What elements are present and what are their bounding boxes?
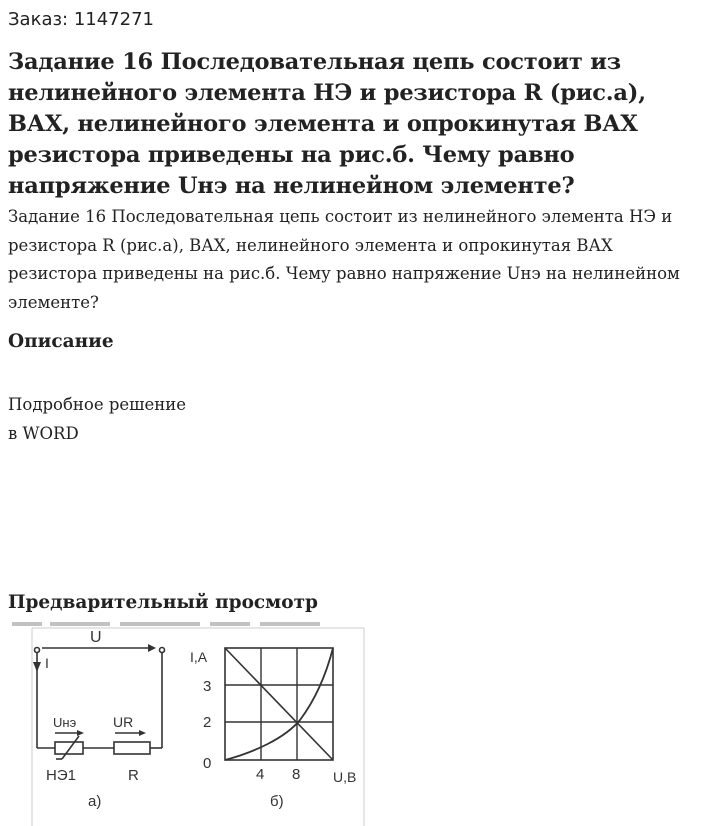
preview-image [0, 620, 380, 826]
circuit-ne-label: НЭ1 [46, 767, 76, 784]
graph-y-tick-2: 2 [203, 714, 212, 731]
vax-graph [225, 648, 333, 760]
graph-x-tick-8: 8 [292, 766, 301, 783]
circuit-ur-label: UR [113, 714, 134, 730]
graph-x-tick-4: 4 [256, 766, 265, 783]
graph-y-tick-3: 3 [203, 678, 212, 695]
description-line-2: в WORD [8, 424, 79, 443]
circuit-u-label: U [90, 629, 102, 646]
circuit-diagram [33, 644, 165, 759]
description-line-1: Подробное решение [8, 395, 187, 414]
page-title: Задание 16 Последовательная цепь состоит из нелинейного элемента НЭ и резистора R (рис.а), ВАХ, нелинейного элемента и опрокинутая ВАХ резистора приведены на рис.б. Чему равно напряжение Uнэ на нелинейном элементе? [8, 49, 646, 199]
preview-heading: Предварительный просмотр [8, 592, 318, 613]
graph-y-tick-0: 0 [203, 755, 212, 772]
graph-y-label: I,A [190, 649, 208, 665]
task-description: Задание 16 Последовательная цепь состоит из нелинейного элемента НЭ и резистора R (рис.а), ВАХ, нелинейного элемента и опрокинутая ВАХ резистора приведены на рис.б. Чему равно напряжение Uнэ на нелинейном элементе? [8, 207, 680, 312]
circuit-une-label: Uнэ [53, 715, 77, 730]
graph-x-label: U,B [333, 769, 357, 785]
circuit-i-label: I [45, 655, 49, 671]
circuit-r-label: R [128, 767, 139, 784]
description-heading: Описание [8, 331, 114, 352]
order-number: Заказ: 1147271 [8, 9, 154, 30]
graph-caption: б) [270, 793, 284, 810]
circuit-caption: а) [88, 793, 102, 810]
